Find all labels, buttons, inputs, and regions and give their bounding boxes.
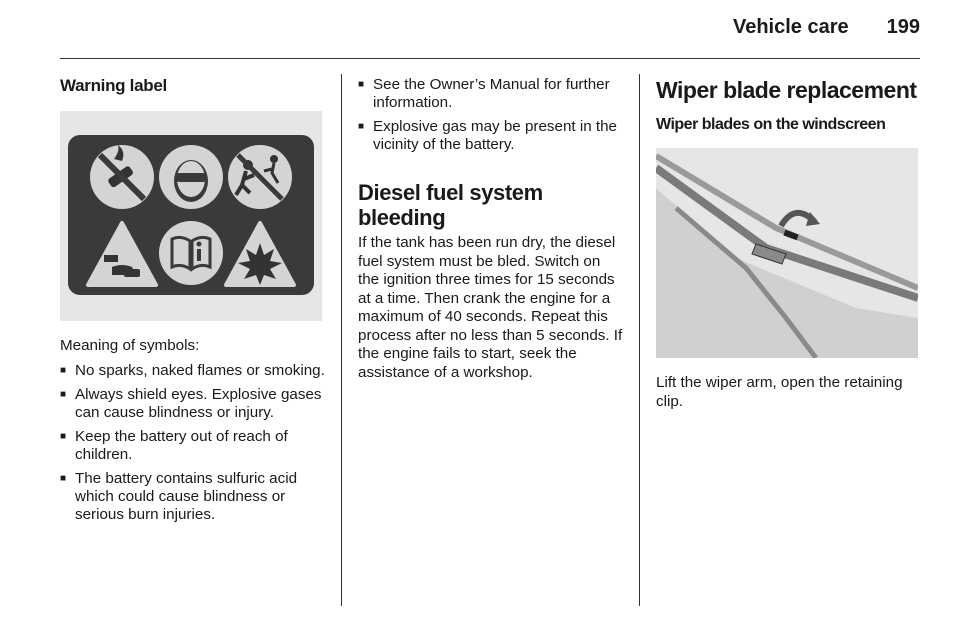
page-header	[733, 16, 920, 39]
no-fire-icon	[90, 145, 154, 209]
symbol-meaning-list	[60, 362, 326, 524]
column-divider	[341, 74, 342, 606]
middle-column	[358, 72, 624, 382]
keep-away-children-icon	[228, 145, 292, 209]
warning-label-column	[60, 76, 326, 524]
warning-label-figure	[60, 111, 322, 321]
header-rule	[60, 58, 920, 59]
wiper-replacement-title: Wiper blade replacement	[656, 77, 917, 103]
list-item: ■ Explosive gas may be present in the vicinity of the battery.	[358, 118, 624, 154]
wiper-blade-illustration	[656, 148, 918, 358]
page-number: 199	[886, 16, 920, 38]
list-item: ■ The battery contains sulfuric acid which could cause blindness or serious burn injuries.	[60, 470, 326, 524]
wiper-column	[656, 76, 922, 411]
warning-symbols	[68, 135, 314, 295]
wiper-caption: Lift the wiper arm, open the retaining clip.	[656, 374, 903, 410]
wiper-windscreen-subtitle: Wiper blades on the windscreen	[656, 116, 886, 133]
meaning-intro: Meaning of symbols:	[60, 337, 200, 354]
battery-notes-list	[358, 76, 624, 154]
explosion-warning-icon	[226, 223, 294, 285]
diesel-bleeding-text: If the tank has been run dry, the diesel fuel system must be bled. Switch on the ignition three times for 15 seconds at a time. Then crank the engine for a maximum of 40 seconds. Repeat this process after no less than 5 seconds. If the engine fails to start, seek the assistance of a workshop.	[358, 234, 623, 381]
read-manual-icon	[159, 221, 223, 285]
acid-warning-icon	[88, 223, 156, 285]
section-title: Vehicle care	[732, 16, 849, 38]
diesel-bleeding-title: Diesel fuel system bleeding	[358, 180, 543, 230]
list-item: ■ Keep the battery out of reach of children.	[60, 428, 326, 464]
wiper-drawing	[656, 148, 918, 358]
list-item: ■ No sparks, naked flames or smoking.	[60, 362, 326, 380]
list-item: ■ See the Owner’s Manual for further information.	[358, 76, 624, 112]
eye-protection-icon	[159, 145, 223, 209]
warning-label-title: Warning label	[60, 76, 167, 95]
warning-label-panel	[68, 135, 314, 295]
column-divider	[639, 74, 640, 606]
list-item: ■ Always shield eyes. Explosive gases can cause blindness or injury.	[60, 386, 326, 422]
